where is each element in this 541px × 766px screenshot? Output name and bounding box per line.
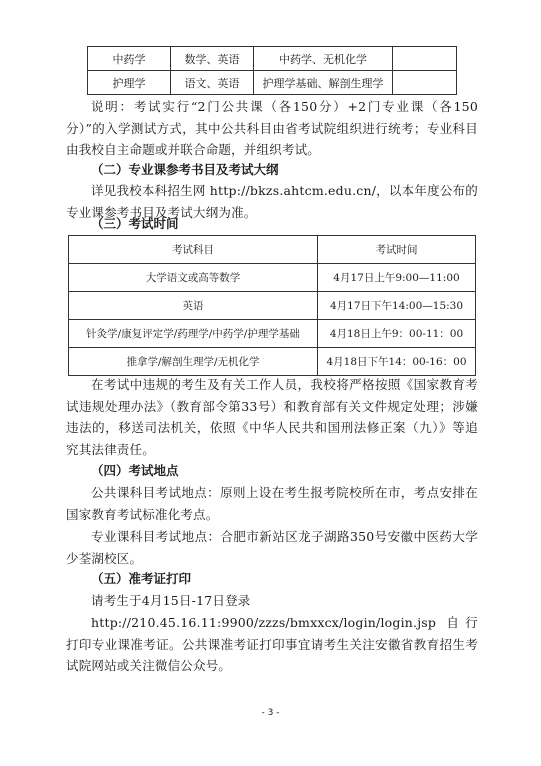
table-row xyxy=(69,292,476,320)
table-cell xyxy=(393,47,457,71)
exam-schedule-table xyxy=(68,235,476,376)
section2-text: 详见我校本科招生网 http://bkzs.ahtcm.edu.cn/，以本年度公布的专业课参考书目及考试大纲为准。 xyxy=(66,183,478,220)
exam-note: 说明：考试实行“2门公共课（各150分）+2门专业课（各150分）”的入学测试方式，其中公共科目由省考试院组织进行统考；专业科目由我校自主命题或并联合命题，并组织考试。 xyxy=(66,99,478,157)
table-cell: 英语 xyxy=(69,292,318,320)
section4-text2: 专业课科目考试地点：合肥市新站区龙子湖路350号安徽中医药大学少荃湖校区。 xyxy=(66,529,478,566)
table-cell xyxy=(393,71,457,95)
column-header-time: 考试时间 xyxy=(318,236,476,264)
table-cell: 大学语文或高等数学 xyxy=(69,264,318,292)
section2-heading: （二）专业课参考书目及考试大纲 xyxy=(91,162,279,177)
table-row xyxy=(88,47,457,71)
major-subjects-table xyxy=(87,46,457,95)
table-row xyxy=(88,71,457,95)
table-cell: 语文、英语 xyxy=(171,71,254,95)
section4-heading: （四）考试地点 xyxy=(91,463,179,478)
section5-text2: http://210.45.16.11:9900/zzzs/bmxxcx/login/login.jsp 自行打印专业课准考证。公共课准考证打印事宜请考生关注安徽省教育招生考试院网站或关注微信公众号。 xyxy=(66,615,478,673)
table-cell: 中药学 xyxy=(88,47,171,71)
table-row xyxy=(69,320,476,348)
table-cell: 4月17日下午14:00—15:30 xyxy=(318,292,476,320)
table-cell: 护理学基础、解剖生理学 xyxy=(254,71,393,95)
table-cell: 4月18日下午14：00-16：00 xyxy=(318,348,476,376)
section4-text1: 公共课科目考试地点：原则上设在考生报考院校所在市，考点安排在国家教育考试标准化考点。 xyxy=(66,485,478,522)
section5-heading: （五）准考证打印 xyxy=(91,571,192,586)
table-cell: 针灸学/康复评定学/药理学/中药学/护理学基础 xyxy=(69,320,318,348)
table-cell: 护理学 xyxy=(88,71,171,95)
table-row xyxy=(69,348,476,376)
table-cell: 推拿学/解剖生理学/无机化学 xyxy=(69,348,318,376)
page-number: - 3 - xyxy=(261,708,280,718)
section3-text: 在考试中违规的考生及有关工作人员，我校将严格按照《国家教育考试违规处理办法》（教育部令第33号）和教育部有关文件规定处理；涉嫌违法的，移送司法机关，依照《中华人民共和国刑法修正案（九）》等追究其法律责任。 xyxy=(66,377,478,457)
column-header-subject: 考试科目 xyxy=(69,236,318,264)
table-cell: 4月18日上午9：00-11：00 xyxy=(318,320,476,348)
table-row xyxy=(69,264,476,292)
table-header-row xyxy=(69,236,476,264)
section3-heading: （三）考试时间 xyxy=(91,216,179,231)
table-cell: 4月17日上午9:00—11:00 xyxy=(318,264,476,292)
section5-text1: 请考生于4月15日-17日登录 xyxy=(91,593,251,608)
table-cell: 数学、英语 xyxy=(171,47,254,71)
table-cell: 中药学、无机化学 xyxy=(254,47,393,71)
